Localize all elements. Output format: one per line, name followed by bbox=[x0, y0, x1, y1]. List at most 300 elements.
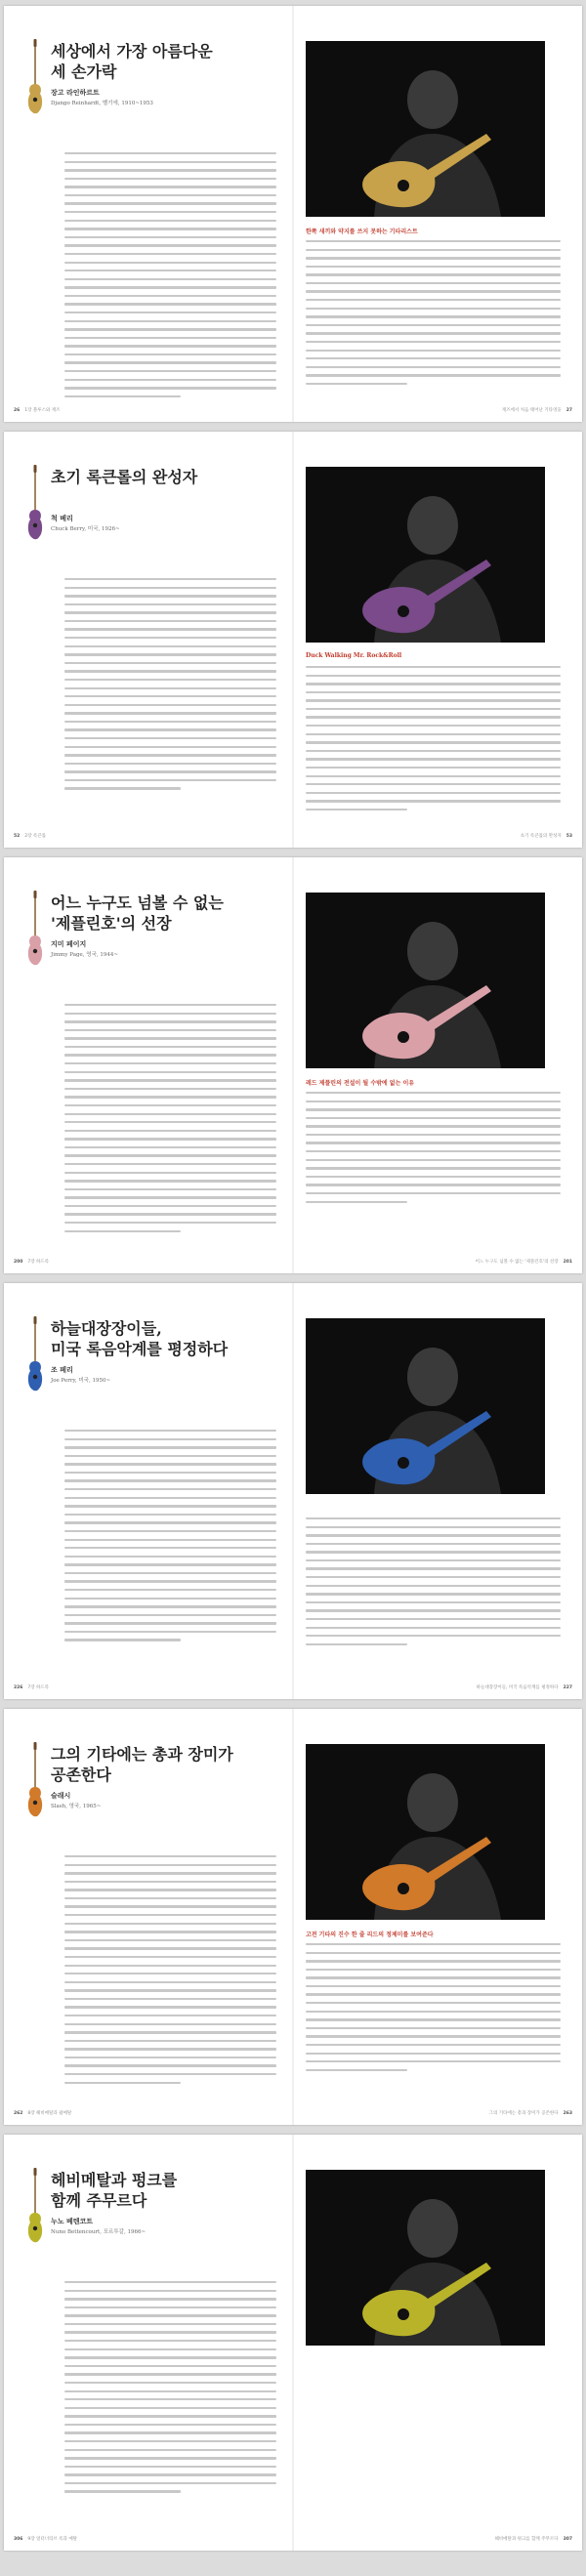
text-line bbox=[64, 1914, 276, 1916]
text-line bbox=[306, 266, 561, 268]
text-line bbox=[306, 290, 561, 292]
left-page bbox=[4, 432, 292, 848]
right-footer-text: 초기 록큰롤의 완성자 bbox=[520, 834, 562, 839]
text-line bbox=[306, 1559, 561, 1561]
text-line bbox=[64, 1113, 276, 1115]
artist-photo bbox=[306, 1318, 545, 1494]
body-text-block bbox=[64, 1855, 276, 2090]
text-line bbox=[64, 2473, 276, 2475]
right-page bbox=[294, 432, 582, 848]
photo-caption: Duck Walking Mr. Rock&Roll bbox=[306, 652, 402, 659]
text-line bbox=[306, 2002, 561, 2004]
text-line bbox=[64, 2023, 276, 2025]
text-line bbox=[64, 2348, 276, 2350]
right-page-footer bbox=[502, 407, 572, 413]
left-page bbox=[4, 1709, 292, 2125]
text-line bbox=[64, 2415, 276, 2417]
text-line bbox=[306, 809, 407, 810]
text-line bbox=[64, 2382, 276, 2384]
left-page bbox=[4, 6, 292, 422]
text-line bbox=[64, 1138, 276, 1140]
text-line bbox=[64, 1230, 181, 1232]
text-line bbox=[64, 1213, 276, 1215]
artist-photo bbox=[306, 1744, 545, 1920]
left-footer-text: 2장 록큰롤 bbox=[24, 834, 46, 839]
body-text-block bbox=[64, 2281, 276, 2499]
text-line bbox=[64, 337, 276, 339]
text-line bbox=[64, 653, 276, 655]
text-line bbox=[64, 1004, 276, 1006]
text-line bbox=[64, 1222, 276, 1224]
text-line bbox=[64, 2365, 276, 2367]
text-line bbox=[64, 1062, 276, 1064]
right-footer-text: 그의 기타에는 총과 장미가 공존한다 bbox=[488, 2111, 559, 2116]
book-spread bbox=[4, 857, 582, 1273]
text-line bbox=[306, 1150, 561, 1152]
book-spread bbox=[4, 6, 582, 422]
text-line bbox=[64, 379, 276, 381]
text-line bbox=[64, 303, 276, 305]
text-line bbox=[64, 286, 276, 288]
text-line bbox=[306, 1643, 407, 1645]
left-page-footer bbox=[14, 1259, 49, 1265]
text-line bbox=[306, 299, 561, 301]
text-line bbox=[64, 395, 181, 397]
text-line bbox=[64, 1463, 276, 1465]
text-line bbox=[306, 249, 561, 251]
right-page bbox=[294, 2135, 582, 2551]
artist-name: 조 페리 bbox=[51, 1365, 73, 1374]
text-line bbox=[64, 662, 276, 664]
text-line bbox=[64, 2290, 276, 2292]
left-footer-text: 7장 하드록 bbox=[27, 1685, 50, 1690]
guitar-icon bbox=[27, 1316, 43, 1394]
text-line bbox=[64, 603, 276, 605]
text-line bbox=[64, 1572, 276, 1574]
text-line bbox=[64, 1096, 276, 1098]
text-line bbox=[306, 1976, 561, 1978]
artist-photo bbox=[306, 2170, 545, 2346]
text-line bbox=[306, 1618, 561, 1620]
text-line bbox=[306, 2053, 561, 2055]
text-line bbox=[64, 1905, 276, 1907]
text-line bbox=[64, 2031, 276, 2033]
text-line bbox=[64, 2015, 276, 2016]
artist-credit bbox=[51, 1365, 275, 1384]
text-line bbox=[306, 282, 561, 284]
text-line bbox=[64, 345, 276, 347]
text-line bbox=[64, 1079, 276, 1081]
text-line bbox=[64, 1497, 276, 1499]
right-page-number: 27 bbox=[565, 408, 572, 413]
text-line bbox=[64, 2040, 276, 2042]
text-line bbox=[306, 2069, 407, 2071]
text-line bbox=[64, 1037, 276, 1039]
text-line bbox=[64, 2306, 276, 2308]
artist-subtitle: Jimmy Page, 영국, 1944~ bbox=[51, 952, 118, 958]
text-line bbox=[64, 679, 276, 681]
text-line bbox=[306, 1969, 561, 1971]
text-line bbox=[64, 587, 276, 589]
text-line bbox=[64, 763, 276, 765]
text-line bbox=[306, 1952, 561, 1954]
text-line bbox=[64, 2449, 276, 2451]
right-body-text bbox=[306, 666, 561, 816]
text-line bbox=[64, 2082, 181, 2084]
text-line bbox=[64, 161, 276, 163]
text-line bbox=[64, 2057, 276, 2058]
text-line bbox=[64, 1539, 276, 1541]
text-line bbox=[64, 1121, 276, 1123]
text-line bbox=[64, 578, 276, 580]
text-line bbox=[64, 2482, 276, 2484]
artist-credit bbox=[51, 1791, 275, 1809]
artist-credit bbox=[51, 88, 275, 106]
text-line bbox=[306, 1543, 561, 1545]
text-line bbox=[64, 1614, 276, 1616]
chapter-title: 헤비메탈과 펑크를 함께 주무르다 bbox=[51, 2171, 178, 2210]
text-line bbox=[64, 1556, 276, 1558]
text-line bbox=[306, 691, 561, 693]
text-line bbox=[64, 2424, 276, 2426]
text-line bbox=[306, 1201, 407, 1203]
text-line bbox=[64, 746, 276, 748]
text-line bbox=[64, 1547, 276, 1549]
text-line bbox=[64, 169, 276, 171]
right-body-text bbox=[306, 1943, 561, 2077]
right-page bbox=[294, 1709, 582, 2125]
photo-caption: 고전 기타의 진수 한 줄 리드의 정제미를 보여준다 bbox=[306, 1932, 434, 1938]
chapter-title: 어느 누구도 넘볼 수 없는 '제플린호'의 선장 bbox=[51, 893, 224, 933]
text-line bbox=[306, 332, 561, 334]
text-line bbox=[64, 295, 276, 297]
text-line bbox=[64, 1989, 276, 1991]
text-line bbox=[306, 2044, 561, 2046]
text-line bbox=[64, 353, 276, 355]
text-line bbox=[64, 2323, 276, 2325]
text-line bbox=[306, 750, 561, 752]
text-line bbox=[64, 2440, 276, 2442]
text-line bbox=[306, 699, 561, 701]
text-line bbox=[64, 2390, 276, 2392]
right-footer-text: 재즈에서 처음 태어난 기타영웅 bbox=[501, 408, 562, 413]
left-page-number: 52 bbox=[14, 834, 21, 839]
text-line bbox=[64, 244, 276, 246]
text-line bbox=[64, 312, 276, 313]
text-line bbox=[64, 754, 276, 756]
text-line bbox=[64, 1054, 276, 1056]
text-line bbox=[64, 220, 276, 222]
text-line bbox=[64, 695, 276, 697]
text-line bbox=[64, 1622, 276, 1624]
text-line bbox=[64, 2314, 276, 2316]
text-line bbox=[306, 1585, 561, 1587]
text-line bbox=[306, 1134, 561, 1136]
text-line bbox=[64, 2431, 276, 2433]
guitar-icon bbox=[27, 2168, 43, 2246]
book-spread bbox=[4, 2135, 582, 2551]
guitar-icon bbox=[27, 1742, 43, 1820]
left-page bbox=[4, 2135, 292, 2551]
text-line bbox=[64, 178, 276, 180]
text-line bbox=[306, 1960, 561, 1962]
text-line bbox=[306, 683, 561, 685]
text-line bbox=[64, 1205, 276, 1207]
text-line bbox=[306, 1993, 561, 1995]
text-line bbox=[64, 1029, 276, 1031]
artist-photo bbox=[306, 41, 545, 217]
text-line bbox=[64, 1180, 276, 1182]
text-line bbox=[306, 675, 561, 677]
text-line bbox=[64, 787, 181, 789]
text-line bbox=[64, 202, 276, 204]
text-line bbox=[64, 1864, 276, 1866]
text-line bbox=[306, 708, 561, 710]
text-line bbox=[306, 383, 407, 385]
artist-photo bbox=[306, 467, 545, 643]
artist-subtitle: Slash, 영국, 1965~ bbox=[51, 1804, 102, 1809]
text-line bbox=[64, 1196, 276, 1198]
text-line bbox=[306, 1125, 561, 1127]
artist-name: 척 베리 bbox=[51, 514, 73, 522]
right-page-number: 307 bbox=[563, 2537, 572, 2542]
text-line bbox=[64, 1163, 276, 1165]
text-line bbox=[64, 2298, 276, 2300]
text-line bbox=[64, 737, 276, 739]
right-footer-text: 헤비메탈과 펑크를 함께 주무르다 bbox=[494, 2537, 559, 2542]
text-line bbox=[64, 2373, 276, 2375]
text-line bbox=[306, 366, 561, 368]
text-line bbox=[64, 628, 276, 630]
text-line bbox=[64, 1472, 276, 1474]
chapter-title: 하늘대장장이들, 미국 록음악계를 평정하다 bbox=[51, 1319, 229, 1358]
text-line bbox=[64, 1446, 276, 1448]
right-page-number: 53 bbox=[565, 834, 572, 839]
text-line bbox=[64, 1639, 181, 1641]
text-line bbox=[64, 1605, 276, 1607]
text-line bbox=[306, 315, 561, 317]
left-page-number: 200 bbox=[14, 1260, 23, 1265]
left-page bbox=[4, 1283, 292, 1699]
text-line bbox=[64, 1973, 276, 1974]
artist-subtitle: Joe Perry, 미국, 1950~ bbox=[51, 1378, 111, 1384]
text-line bbox=[64, 1563, 276, 1565]
text-line bbox=[64, 704, 276, 706]
right-body-text bbox=[306, 1517, 561, 1651]
book-spread bbox=[4, 432, 582, 848]
right-body-text bbox=[306, 1092, 561, 1209]
guitar-icon bbox=[27, 465, 43, 543]
text-line bbox=[64, 1965, 276, 1967]
left-page-footer bbox=[14, 833, 46, 839]
text-line bbox=[64, 779, 276, 781]
right-footer-text: 어느 누구도 넘볼 수 없는 '제플린호'의 선장 bbox=[475, 1260, 559, 1265]
guitar-icon bbox=[27, 891, 43, 969]
text-line bbox=[64, 1455, 276, 1457]
right-page-number: 263 bbox=[563, 2111, 572, 2116]
text-line bbox=[306, 1108, 561, 1110]
text-line bbox=[306, 1117, 561, 1119]
text-line bbox=[64, 387, 276, 389]
chapter-title: 세상에서 가장 아름다운 세 손가락 bbox=[51, 42, 213, 81]
right-page bbox=[294, 6, 582, 422]
text-line bbox=[64, 2356, 276, 2358]
photo-caption: 한쪽 새끼와 약지를 쓰지 못하는 기타리스트 bbox=[306, 229, 418, 235]
text-line bbox=[306, 733, 561, 735]
left-page-number: 306 bbox=[14, 2537, 23, 2542]
text-line bbox=[64, 670, 276, 672]
text-line bbox=[64, 1013, 276, 1015]
text-line bbox=[64, 1104, 276, 1106]
text-line bbox=[306, 374, 561, 376]
text-line bbox=[306, 1517, 561, 1519]
text-line bbox=[306, 1593, 561, 1595]
text-line bbox=[64, 2466, 276, 2468]
left-page-footer bbox=[14, 2110, 71, 2116]
text-line bbox=[306, 1551, 561, 1553]
artist-credit bbox=[51, 939, 275, 958]
text-line bbox=[306, 741, 561, 743]
text-line bbox=[306, 357, 561, 359]
artist-subtitle: Chuck Berry, 미국, 1926~ bbox=[51, 526, 120, 532]
text-line bbox=[64, 1923, 276, 1925]
text-line bbox=[64, 253, 276, 255]
text-line bbox=[306, 1534, 561, 1536]
text-line bbox=[64, 152, 276, 154]
right-body-text bbox=[306, 240, 561, 391]
text-line bbox=[64, 1956, 276, 1958]
text-line bbox=[64, 1505, 276, 1507]
left-footer-text: 8장 헤비메탈과 팝메탈 bbox=[27, 2111, 72, 2116]
book-spread bbox=[4, 1709, 582, 2125]
text-line bbox=[64, 2457, 276, 2459]
guitar-icon bbox=[27, 39, 43, 117]
left-footer-text: 1장 블루스와 재즈 bbox=[24, 408, 61, 413]
text-line bbox=[64, 645, 276, 647]
text-line bbox=[64, 1479, 276, 1481]
text-line bbox=[64, 611, 276, 613]
artist-subtitle: Django Reinhardt, 벨기에, 1910~1953 bbox=[51, 101, 153, 106]
text-line bbox=[64, 2407, 276, 2409]
text-line bbox=[306, 240, 561, 242]
body-text-block bbox=[64, 1004, 276, 1238]
artist-photo bbox=[306, 893, 545, 1068]
text-line bbox=[306, 1142, 561, 1143]
text-line bbox=[64, 2490, 181, 2492]
text-line bbox=[306, 1635, 561, 1637]
text-line bbox=[64, 1438, 276, 1440]
text-line bbox=[306, 257, 561, 259]
artist-name: 슬래시 bbox=[51, 1791, 71, 1800]
text-line bbox=[64, 2064, 276, 2066]
text-line bbox=[64, 2048, 276, 2050]
text-line bbox=[306, 1627, 561, 1629]
text-line bbox=[64, 370, 276, 372]
text-line bbox=[306, 1985, 561, 1987]
left-page-footer bbox=[14, 407, 60, 413]
left-page-footer bbox=[14, 1684, 49, 1690]
text-line bbox=[64, 1931, 276, 1932]
text-line bbox=[306, 1176, 561, 1178]
text-line bbox=[64, 278, 276, 280]
artist-name: 지미 페이지 bbox=[51, 939, 87, 948]
text-line bbox=[64, 1046, 276, 1048]
artist-credit bbox=[51, 514, 275, 532]
text-line bbox=[64, 2073, 276, 2075]
right-page bbox=[294, 857, 582, 1273]
text-line bbox=[306, 783, 561, 785]
left-page bbox=[4, 857, 292, 1273]
body-text-block bbox=[64, 1430, 276, 1647]
text-line bbox=[64, 1530, 276, 1532]
text-line bbox=[306, 2011, 561, 2013]
text-line bbox=[64, 1981, 276, 1983]
right-page-number: 201 bbox=[563, 1260, 572, 1265]
right-page-footer bbox=[521, 833, 572, 839]
text-line bbox=[64, 1872, 276, 1874]
text-line bbox=[306, 1159, 561, 1161]
text-line bbox=[64, 211, 276, 213]
text-line bbox=[64, 1172, 276, 1174]
text-line bbox=[64, 1631, 276, 1633]
artist-name: 장고 라인하르트 bbox=[51, 88, 100, 97]
text-line bbox=[306, 308, 561, 310]
text-line bbox=[306, 792, 561, 794]
text-line bbox=[306, 1092, 561, 1094]
body-text-block bbox=[64, 578, 276, 796]
text-line bbox=[64, 2398, 276, 2400]
text-line bbox=[64, 1897, 276, 1899]
text-line bbox=[306, 758, 561, 760]
text-line bbox=[306, 273, 561, 275]
text-line bbox=[306, 1526, 561, 1528]
text-line bbox=[306, 725, 561, 727]
text-line bbox=[306, 716, 561, 718]
right-footer-text: 하늘대장장이들, 미국 록음악계를 평정하다 bbox=[476, 1685, 559, 1690]
chapter-title: 초기 록큰롤의 완성자 bbox=[51, 468, 198, 486]
text-line bbox=[306, 324, 561, 326]
right-page-footer bbox=[494, 2536, 572, 2542]
text-line bbox=[64, 2006, 276, 2008]
left-footer-text: 9장 얼터너티브 록과 메탈 bbox=[27, 2537, 78, 2542]
text-line bbox=[306, 1943, 561, 1945]
text-line bbox=[306, 2035, 561, 2037]
left-page-number: 262 bbox=[14, 2111, 23, 2116]
text-line bbox=[64, 236, 276, 238]
text-line bbox=[64, 320, 276, 322]
text-line bbox=[64, 1881, 276, 1883]
text-line bbox=[64, 1154, 276, 1156]
text-line bbox=[64, 637, 276, 639]
text-line bbox=[306, 1576, 561, 1578]
body-text-block bbox=[64, 152, 276, 403]
text-line bbox=[306, 1167, 561, 1169]
text-line bbox=[306, 1192, 561, 1194]
text-line bbox=[306, 2027, 561, 2029]
text-line bbox=[64, 1071, 276, 1073]
left-footer-text: 7장 하드록 bbox=[27, 1260, 50, 1265]
text-line bbox=[306, 1101, 561, 1102]
text-line bbox=[64, 1020, 276, 1022]
text-line bbox=[64, 721, 276, 723]
left-page-number: 26 bbox=[14, 408, 21, 413]
right-page-footer bbox=[489, 2110, 572, 2116]
text-line bbox=[64, 1430, 276, 1432]
right-page bbox=[294, 1283, 582, 1699]
text-line bbox=[64, 687, 276, 689]
text-line bbox=[64, 1598, 276, 1600]
text-line bbox=[64, 1939, 276, 1941]
